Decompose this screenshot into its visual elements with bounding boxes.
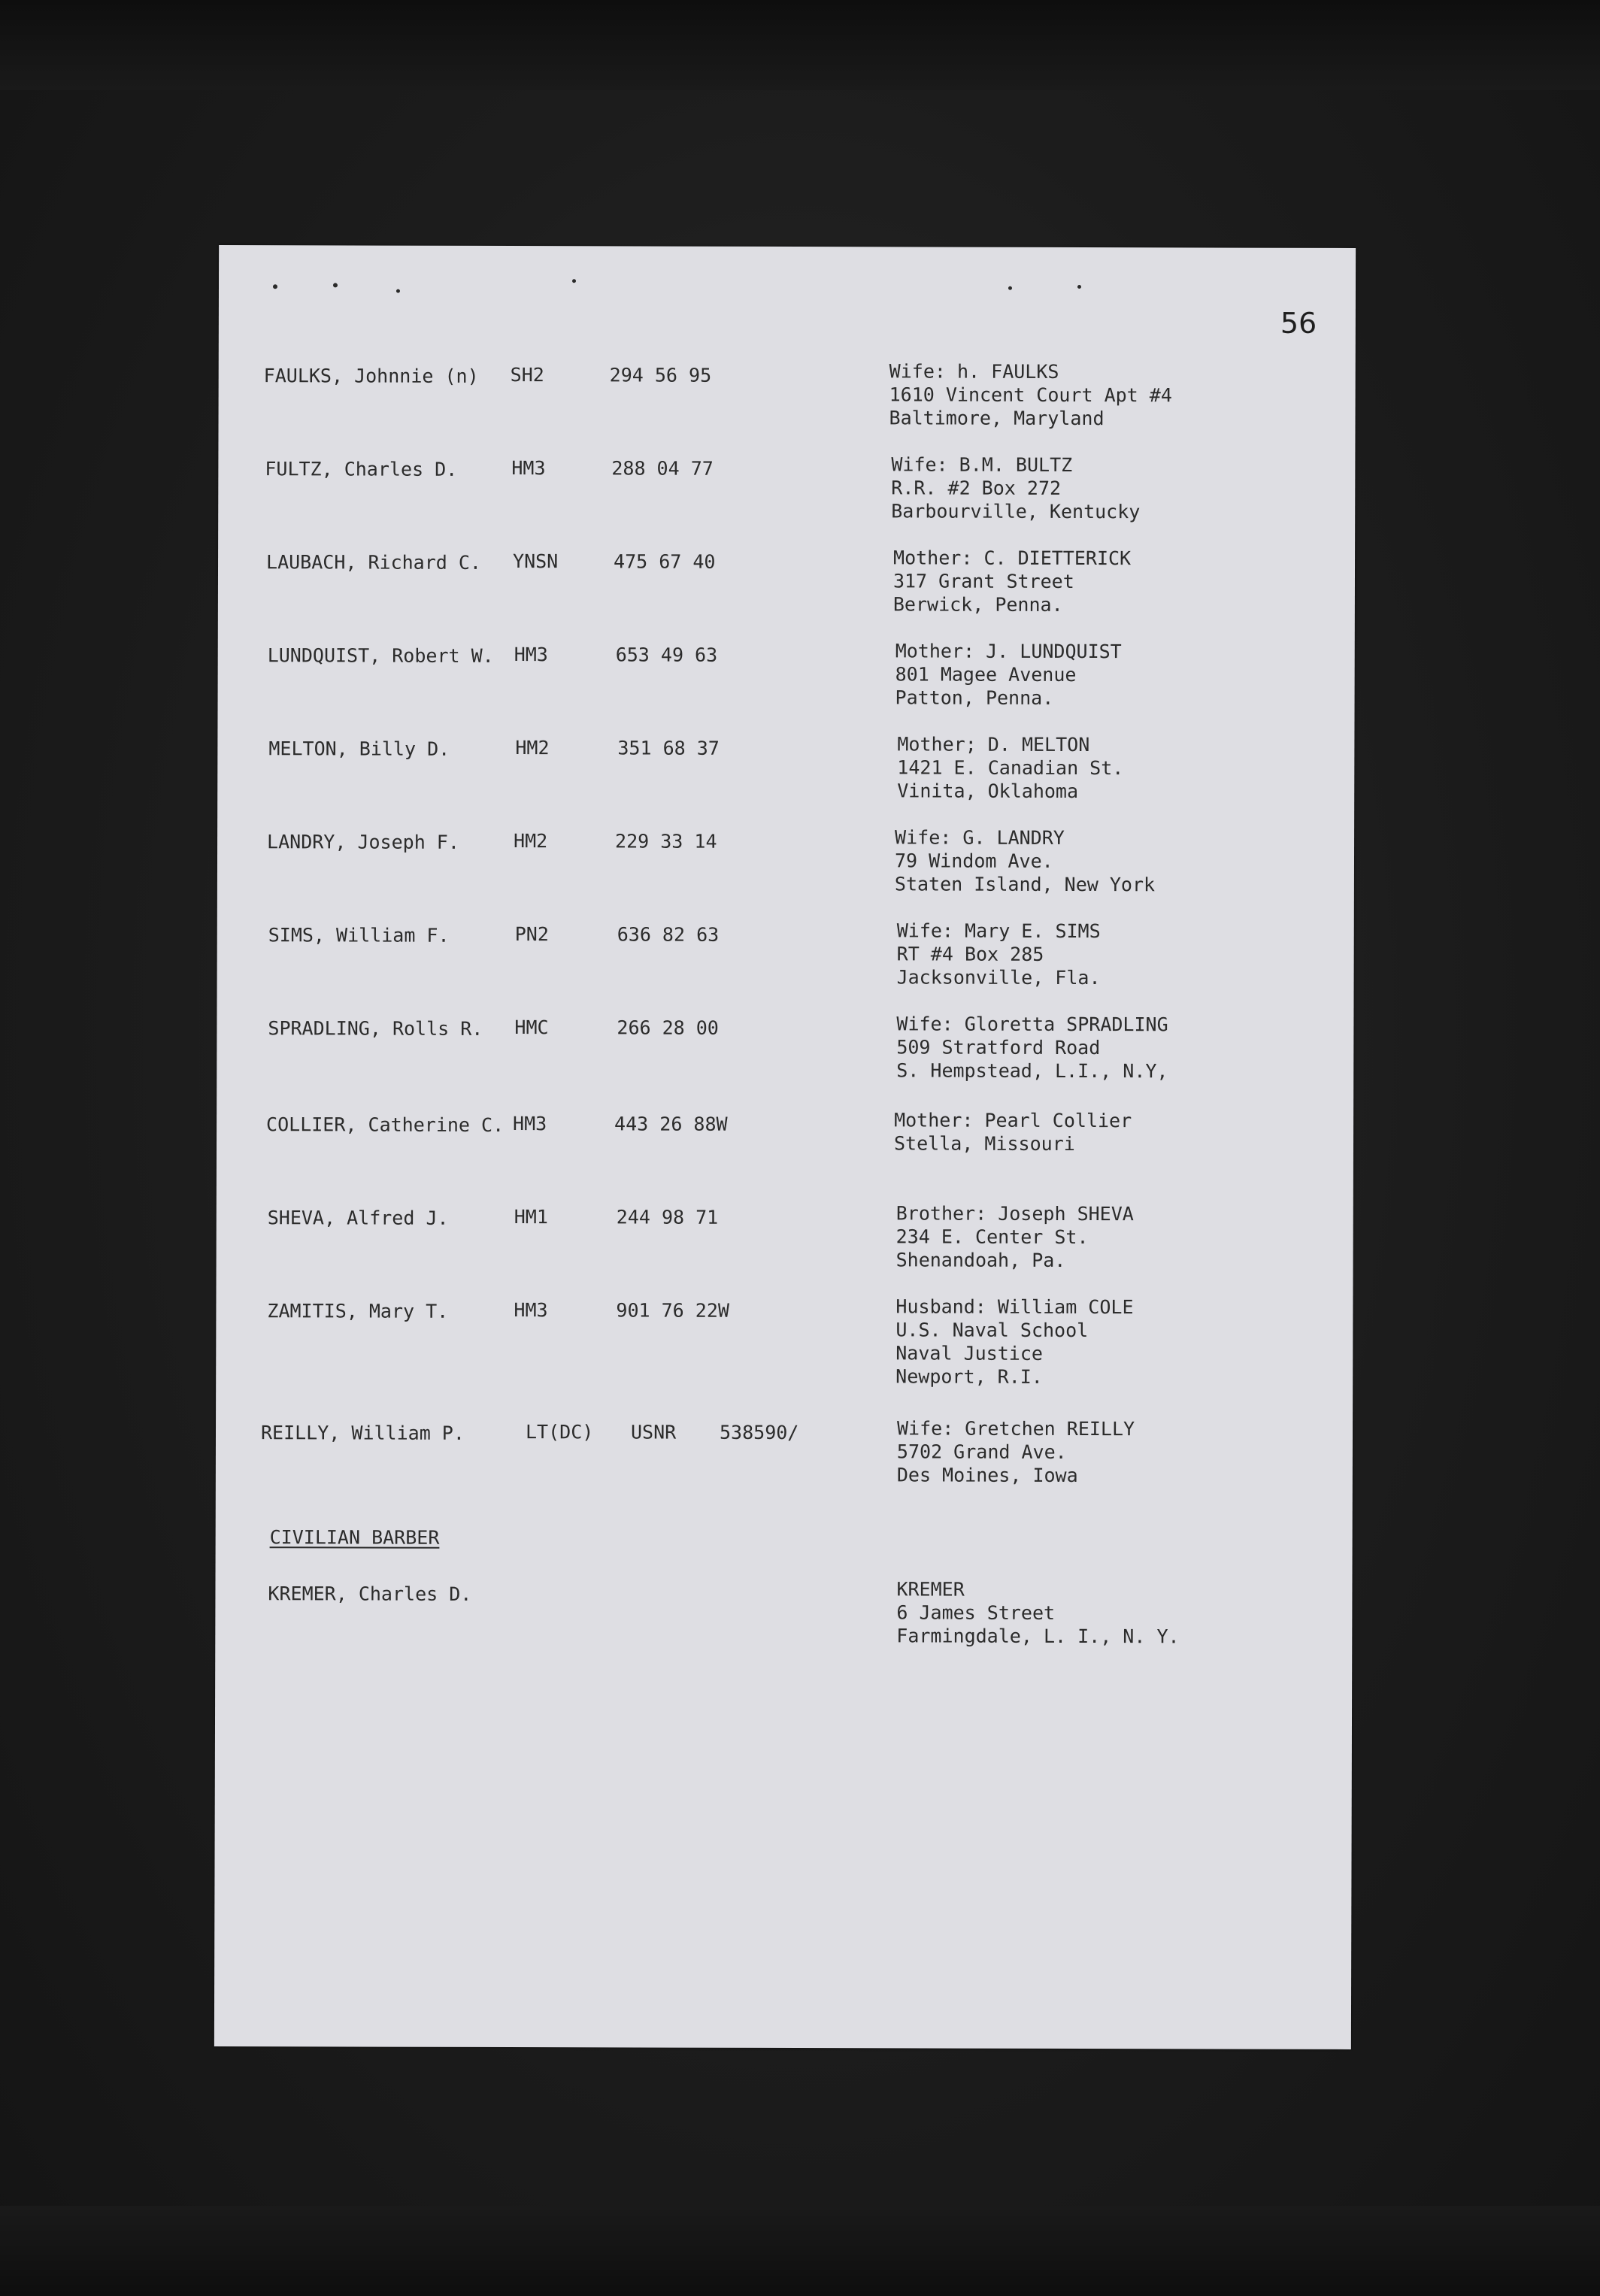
contact-line: Husband: William COLE — [895, 1295, 1134, 1319]
entry-serial: 538590/ — [719, 1421, 799, 1444]
contact-line: RT #4 Box 285 — [896, 943, 1044, 965]
civilian-section-heading: CIVILIAN BARBER — [269, 1526, 440, 1549]
contact-line: 801 Magee Avenue — [895, 663, 1077, 686]
contact-line: Staten Island, New York — [894, 873, 1156, 896]
contact-line: 509 Stratford Road — [896, 1036, 1101, 1059]
paper-speck — [1008, 286, 1012, 290]
contact-line: Baltimore, Maryland — [889, 407, 1105, 430]
contact-line: Patton, Penna. — [895, 686, 1054, 709]
entry-serial: 288 04 77 — [611, 457, 714, 480]
contact-line: Wife: Gloretta SPRADLING — [896, 1013, 1168, 1036]
entry-rate: HM2 — [515, 737, 550, 759]
entry-name: FAULKS, Johnnie (n) — [263, 365, 479, 387]
personnel-entry — [217, 917, 1354, 1003]
personnel-entry — [218, 451, 1355, 537]
personnel-entry — [217, 1107, 1353, 1192]
entry-name: KREMER, Charles D. — [268, 1583, 472, 1605]
entry-serial: 266 28 00 — [617, 1016, 719, 1039]
entry-serial: 901 76 22W — [616, 1299, 729, 1322]
entry-name: LANDRY, Joseph F. — [267, 831, 459, 853]
entry-contact — [895, 825, 1155, 896]
entry-serial: 636 82 63 — [617, 923, 720, 946]
entry-rate: HM3 — [514, 644, 548, 666]
page-number: 56 — [1280, 306, 1317, 340]
personnel-entry — [216, 1293, 1353, 1388]
contact-line: Farmingdale, L. I., N. Y. — [896, 1625, 1180, 1648]
entry-serial: 244 98 71 — [616, 1206, 719, 1228]
contact-line: 6 James Street — [896, 1601, 1056, 1624]
civilian-entry — [215, 1576, 1352, 1661]
entry-contact — [893, 546, 1131, 616]
contact-line: 1421 E. Canadian St. — [897, 756, 1124, 780]
entry-serial: 443 26 88W — [614, 1113, 728, 1135]
personnel-entry — [218, 544, 1355, 630]
entry-contact — [897, 919, 1101, 989]
entry-serial: 475 67 40 — [614, 550, 716, 573]
entry-contact — [896, 1201, 1134, 1272]
entry-contact — [895, 1295, 1133, 1389]
entry-rate: HM3 — [514, 1299, 548, 1322]
contact-line: Stella, Missouri — [893, 1132, 1075, 1156]
contact-line: S. Hempstead, L.I., N.Y, — [896, 1059, 1168, 1083]
entry-name: SIMS, William F. — [268, 924, 450, 947]
entry-name: SPRADLING, Rolls R. — [268, 1017, 483, 1040]
entry-contact — [896, 1012, 1168, 1083]
contact-line: 5702 Grand Ave. — [896, 1440, 1067, 1463]
entry-contact — [891, 453, 1140, 523]
contact-line: 1610 Vincent Court Apt #4 — [889, 383, 1172, 407]
personnel-entry — [218, 358, 1355, 444]
contact-line: Berwick, Penna. — [892, 593, 1063, 616]
contact-line: Barbourville, Kentucky — [891, 500, 1141, 523]
entry-name: REILLY, William P. — [260, 1422, 465, 1444]
contact-line: Mother: J. LUNDQUIST — [895, 640, 1122, 663]
entry-rate: HMC — [514, 1016, 549, 1039]
contact-line: Mother: C. DIETTERICK — [893, 547, 1132, 570]
entry-rate: HM2 — [514, 830, 548, 853]
officer-entry — [216, 1415, 1353, 1501]
contact-line: Newport, R.I. — [895, 1365, 1043, 1388]
personnel-entry — [217, 638, 1354, 723]
contact-line: Wife: B.M. BULTZ — [891, 453, 1073, 476]
entry-rate: PN2 — [514, 923, 549, 946]
entry-serial: 653 49 63 — [615, 644, 718, 666]
contact-line: U.S. Naval School — [895, 1319, 1089, 1342]
entry-rate: HM1 — [514, 1206, 548, 1228]
entry-rate: SH2 — [510, 364, 544, 386]
paper-speck — [572, 279, 576, 283]
contact-line: Vinita, Oklahoma — [897, 780, 1079, 803]
entry-branch: USNR — [630, 1421, 677, 1443]
entry-contact — [897, 1416, 1135, 1487]
contact-line: Wife: Gretchen REILLY — [896, 1417, 1135, 1440]
entry-name: FULTZ, Charles D. — [265, 458, 458, 480]
contact-line: Mother: Pearl Collier — [894, 1109, 1132, 1132]
contact-line: 317 Grant Street — [892, 570, 1074, 593]
entry-serial: 294 56 95 — [609, 364, 712, 386]
contact-line: Wife: G. LANDRY — [895, 826, 1065, 849]
contact-line: Wife: h. FAULKS — [889, 360, 1059, 383]
personnel-entry — [217, 1010, 1353, 1096]
entry-name: MELTON, Billy D. — [268, 738, 450, 760]
personnel-entry — [217, 731, 1354, 816]
personnel-entry — [217, 824, 1354, 910]
personnel-entry — [217, 1200, 1353, 1286]
paper-speck — [273, 284, 277, 289]
contact-line: 234 E. Center St. — [895, 1225, 1089, 1249]
entry-rank: LT(DC) — [525, 1421, 594, 1443]
entry-serial: 351 68 37 — [617, 737, 720, 759]
paper-speck — [1077, 285, 1081, 289]
entry-contact — [894, 1108, 1132, 1156]
entry-name: ZAMITIS, Mary T. — [267, 1300, 449, 1322]
entry-serial: 229 33 14 — [615, 830, 717, 853]
entry-rate: HM3 — [513, 1113, 547, 1135]
entry-name: LUNDQUIST, Robert W. — [267, 644, 494, 667]
entry-contact — [897, 732, 1123, 803]
personnel-list — [219, 245, 1356, 1388]
entry-contact — [895, 639, 1122, 710]
entry-name: COLLIER, Catherine C. — [266, 1113, 505, 1137]
entry-contact — [896, 1577, 1180, 1648]
paper-speck — [333, 283, 338, 287]
document-page — [214, 245, 1356, 2049]
paper-speck — [396, 289, 400, 293]
contact-line: R.R. #2 Box 272 — [891, 477, 1062, 499]
entry-contact — [889, 359, 1172, 430]
entry-name: LAUBACH, Richard C. — [265, 551, 482, 574]
film-border-top — [0, 0, 1600, 90]
entry-rate: YNSN — [513, 550, 559, 573]
entry-rate: HM3 — [511, 457, 546, 480]
contact-line: Naval Justice — [895, 1342, 1043, 1365]
contact-line: Mother; D. MELTON — [897, 733, 1090, 756]
contact-line: Jacksonville, Fla. — [896, 966, 1101, 989]
entry-name: SHEVA, Alfred J. — [267, 1207, 449, 1229]
contact-line: Wife: Mary E. SIMS — [896, 919, 1101, 943]
contact-line: Brother: Joseph SHEVA — [895, 1202, 1134, 1225]
contact-line: Des Moines, Iowa — [896, 1464, 1078, 1487]
film-border-bottom — [0, 2206, 1600, 2296]
contact-line: 79 Windom Ave. — [894, 850, 1053, 872]
contact-line: Shenandoah, Pa. — [895, 1249, 1066, 1271]
contact-line: KREMER — [896, 1578, 965, 1601]
